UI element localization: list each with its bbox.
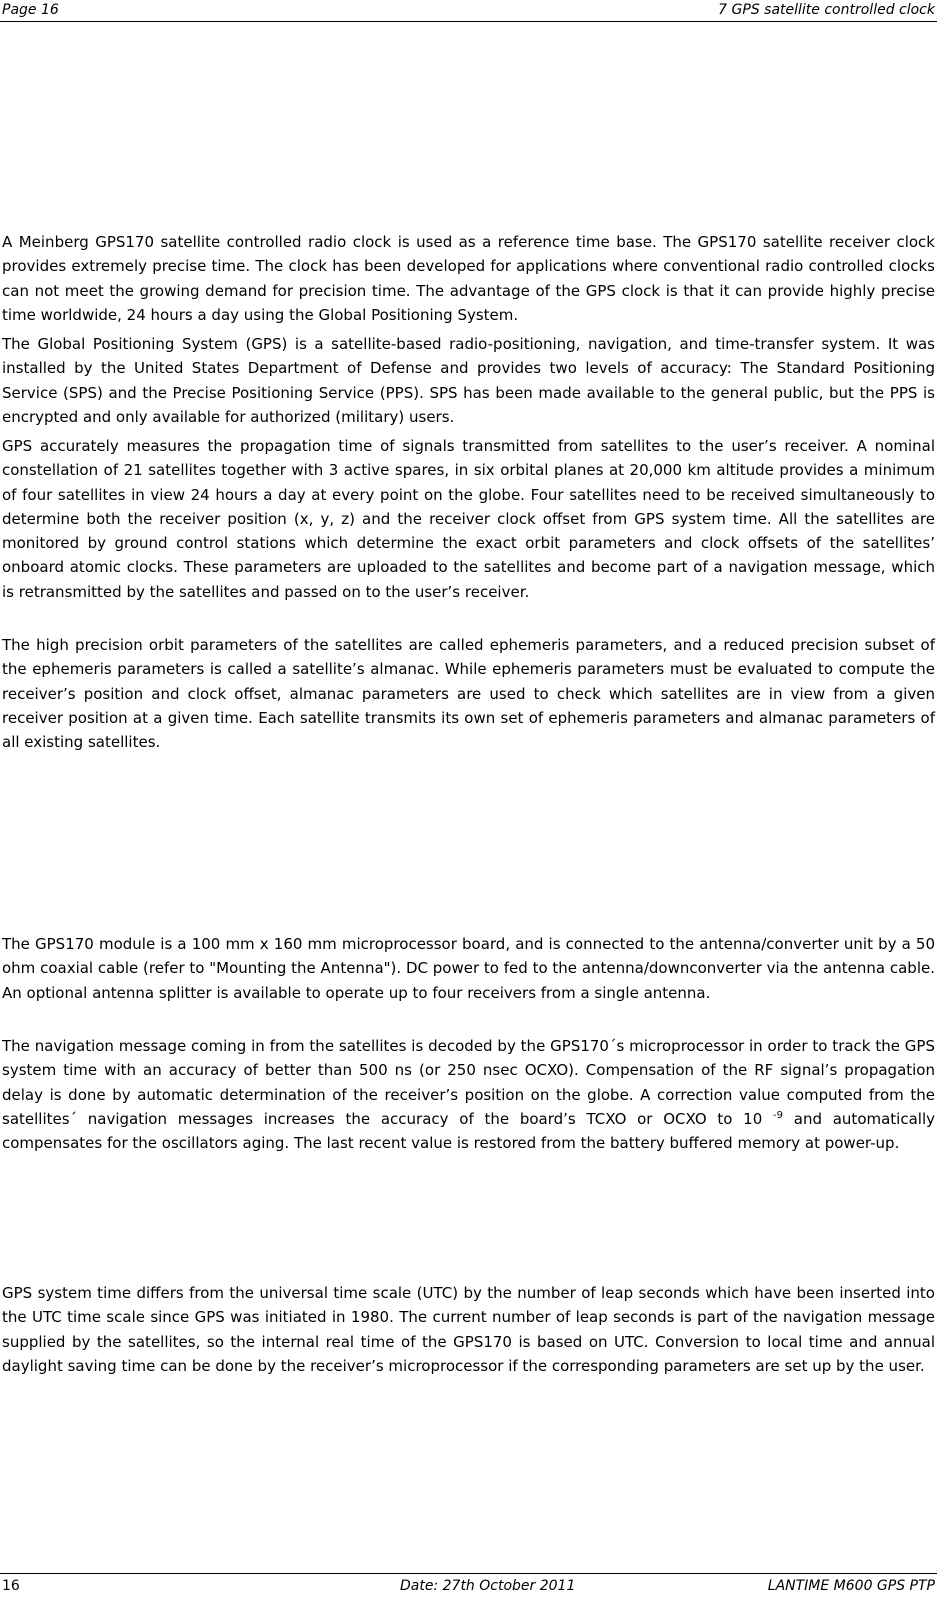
page-footer bbox=[0, 1573, 937, 1597]
paragraph-gps-overview: The Global Positioning System (GPS) is a satellite-based radio-positioning, navigation, and time-transfer system. It was installed by the United States Department of Defense and provides two levels of accuracy: The Standard Positioning Service (SPS) and the Precise Positioning Service (PPS). SPS has been made available to the general public, but the PPS is encrypted and only available for authorized (military) users. bbox=[2, 335, 935, 426]
paragraph-propagation: GPS accurately measures the propagation time of signals transmitted from satellites to the user’s receiver. A nominal constellation of 21 satellites together with 3 active spares, in six orbital planes at 20,000 km altitude provides a minimum of four satellites in view 24 hours a day at every point on the globe. Four satellites need to be received simultaneously to determine both the receiver position (x, y, z) and the receiver clock offset from GPS system time. All the satellites are monitored by ground control stations which determine the exact orbit parameters and clock offsets of the satellites’ onboard atomic clocks. These parameters are uploaded to the satellites and become part of a navigation message, which is retransmitted by the satellites and passed on to the user’s receiver. bbox=[2, 437, 935, 601]
exponent: -9 bbox=[773, 1109, 784, 1121]
header-chapter-title: 7 GPS satellite controlled clock bbox=[718, 2, 935, 18]
header-page-label: Page 16 bbox=[2, 2, 59, 18]
paragraph-ephemeris: The high precision orbit parameters of the satellites are called ephemeris parameters, and a reduced precision subset of the ephemeris parameters is called a satellite’s almanac. While ephemeris parameters must be evaluated to compute the receiver’s position and clock offset, almanac parameters are used to check which satellites are in view from a given receiver position at a given time. Each satellite transmits its own set of ephemeris parameters and almanac parameters of all existing satellites. bbox=[2, 636, 935, 752]
paragraph-navigation-text-before: The navigation message coming in from the satellites is decoded by the GPS170´s microprocessor in order to track the GPS system time with an accuracy of better than 500 ns (or 250 nsec OCXO). Compensation of the RF signal’s propagation delay is done by automatic determination of the receiver’s position on the globe. A correction value computed from the satellites´ navigation messages increases the accuracy of the board’s TCXO or OCXO to 10 bbox=[2, 1037, 935, 1128]
paragraph-intro: A Meinberg GPS170 satellite controlled radio clock is used as a reference time base. The GPS170 satellite receiver clock provides extremely precise time. The clock has been developed for applications where conventional radio controlled clocks can not meet the growing demand for precision time. The advantage of the GPS clock is that it can provide highly precise time worldwide, 24 hours a day using the Global Positioning System. bbox=[2, 233, 935, 324]
footer-page-number: 16 bbox=[2, 1578, 20, 1594]
footer-product-name: LANTIME M600 GPS PTP bbox=[767, 1578, 935, 1594]
paragraph-utc: GPS system time differs from the universal time scale (UTC) by the number of leap seconds which have been inserted into the UTC time scale since GPS was initiated in 1980. The current number of leap seconds is part of the navigation message supplied by the satellites, so the internal real time of the GPS170 is based on UTC. Conversion to local time and annual daylight saving time can be done by the receiver’s microprocessor if the corresponding parameters are set up by the user. bbox=[2, 1284, 935, 1375]
footer-date: Date: 27th October 2011 bbox=[400, 1578, 576, 1594]
page-header bbox=[0, 0, 937, 22]
paragraph-navigation-text-after: and automatically compensates for the oscillators aging. The last recent value is restored from the battery buffered memory at power-up. bbox=[2, 1109, 935, 1153]
paragraph-module: The GPS170 module is a 100 mm x 160 mm microprocessor board, and is connected to the antenna/converter unit by a 50 ohm coaxial cable (refer to "Mounting the Antenna"). DC power to fed to the antenna/downconverter via the antenna cable. An optional antenna splitter is available to operate up to four receivers from a single antenna. bbox=[2, 935, 935, 1002]
paragraph-navigation-message bbox=[2, 1034, 935, 1155]
